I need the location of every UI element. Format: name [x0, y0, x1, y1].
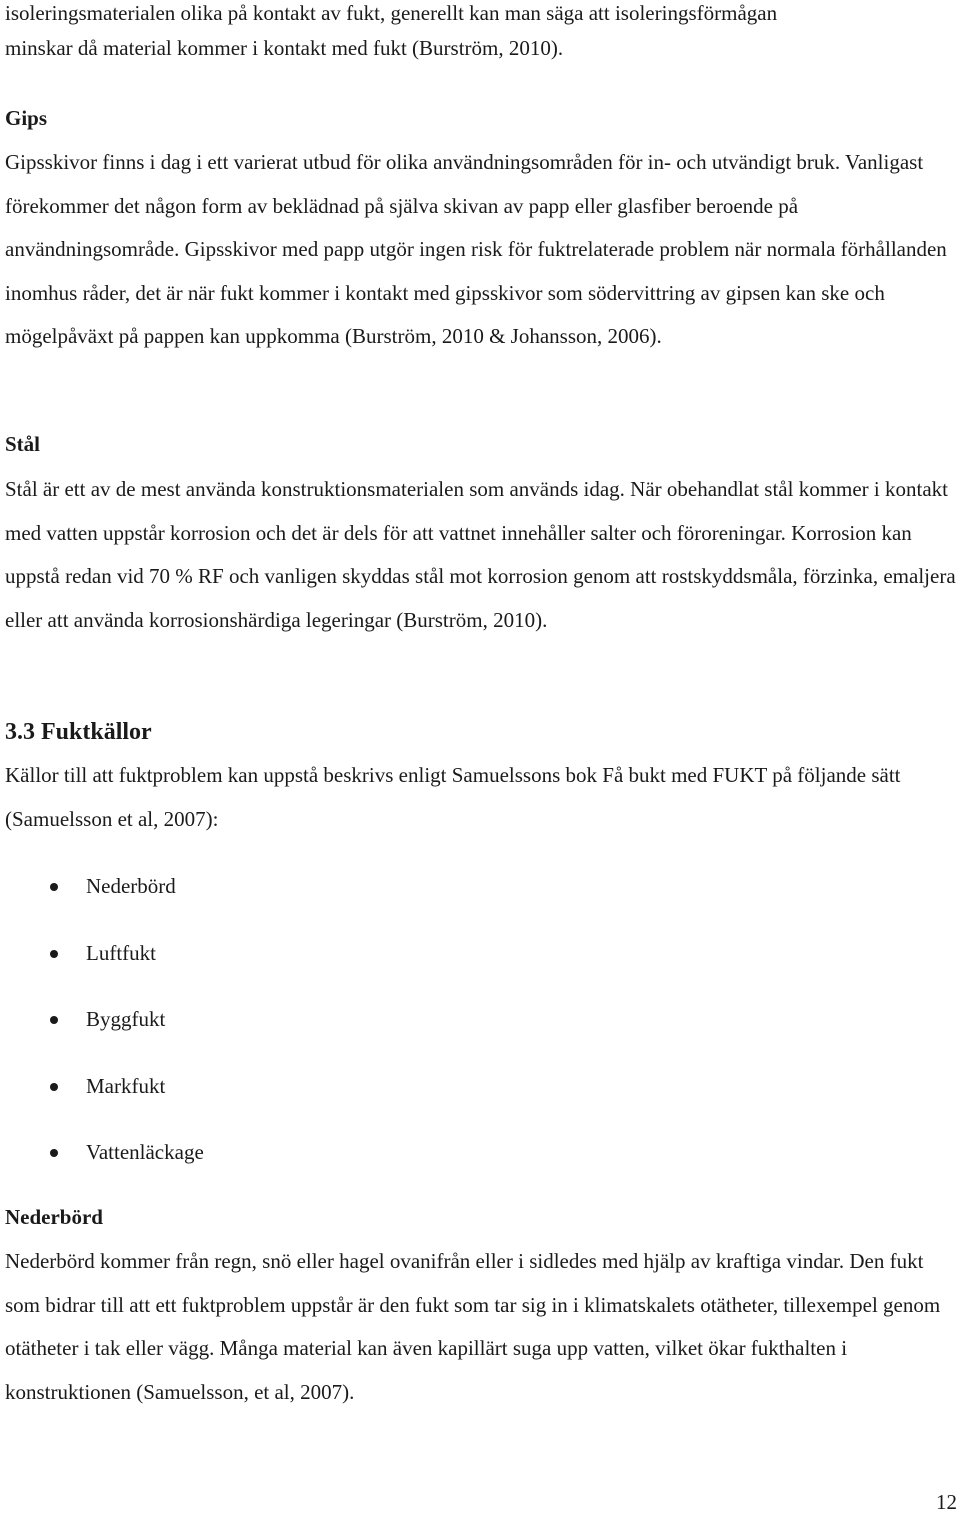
list-item: [5, 920, 605, 987]
chapter-heading-fuktkallor: 3.3 Fuktkällor: [5, 719, 152, 745]
section-text-nederbord: Nederbörd kommer från regn, snö eller hagel ovanifrån eller i sidledes med hjälp av kraftiga vindar. Den fukt som bidrar till att ett fuktproblem uppstår är den fukt som tar sig in i klimatskalets otätheter, tillexempel genom otätheter i tak eller vägg. Många material kan även kapillärt suga upp vatten, vilket ökar fukthalten i konstruktionen (Samuelsson, et al, 2007).: [5, 1249, 941, 1404]
list-item-label: Luftfukt: [86, 940, 156, 965]
list-item-label: Byggfukt: [86, 1007, 166, 1031]
section-heading-nederbord: Nederbörd: [5, 1205, 103, 1229]
list-item: [5, 853, 605, 920]
section-heading-gips: Gips: [5, 106, 48, 130]
bullet-icon: [50, 1149, 58, 1157]
section-text-stal: Stål är ett av de mest använda konstruktionsmaterialen som används idag. När obehandlat stål kommer i kontakt med vatten uppstår korrosion och det är dels för att vattnet innehåller salter och föroreningar. Korrosion kan uppstå redan vid 70 % RF och vanligen skyddas stål mot korrosion genom att rostskyddsmåla, förzinka, emaljera eller att använda korrosionshärdiga legeringar (Burström, 2010).: [5, 477, 956, 632]
bullet-icon: [50, 883, 58, 891]
intro-line-2: minskar då material kommer i kontakt med fukt (Burström, 2010).: [5, 36, 564, 60]
list-item-label: Nederbörd: [86, 874, 176, 898]
section-text-fuktkallor: Källor till att fuktproblem kan uppstå beskrivs enligt Samuelssons bok Få bukt med FUKT på följande sätt (Samuelsson et al, 2007):: [5, 763, 901, 831]
list-item: [5, 1119, 605, 1186]
intro-line-1: isoleringsmaterialen olika på kontakt av fukt, generellt kan man säga att isoleringsförmågan: [5, 1, 778, 25]
list-item: [5, 1053, 605, 1120]
list-item-label: Markfukt: [86, 1073, 166, 1098]
bullet-icon: [50, 1016, 58, 1024]
moisture-sources-list: [5, 853, 605, 1186]
list-item-label: Vattenläckage: [86, 1140, 204, 1164]
page-number: 12: [936, 1490, 957, 1514]
bullet-icon: [50, 1083, 58, 1091]
section-heading-stal: Stål: [5, 432, 41, 456]
section-text-gips: Gipsskivor finns i dag i ett varierat utbud för olika användningsområden för in- och utvändigt bruk. Vanligast förekommer det någon form av beklädnad på själva skivan av papp eller glasfiber beroende på användningsområde. Gipsskivor med papp utgör ingen risk för fuktrelaterade problem när normala förhållanden inomhus råder, det är när fukt kommer i kontakt med gipsskivor som södervittring av gipsen kan ske och mögelpåväxt på pappen kan uppkomma (Burström, 2010 & Johansson, 2006).: [5, 150, 947, 348]
bullet-icon: [50, 950, 58, 958]
list-item: [5, 986, 605, 1053]
